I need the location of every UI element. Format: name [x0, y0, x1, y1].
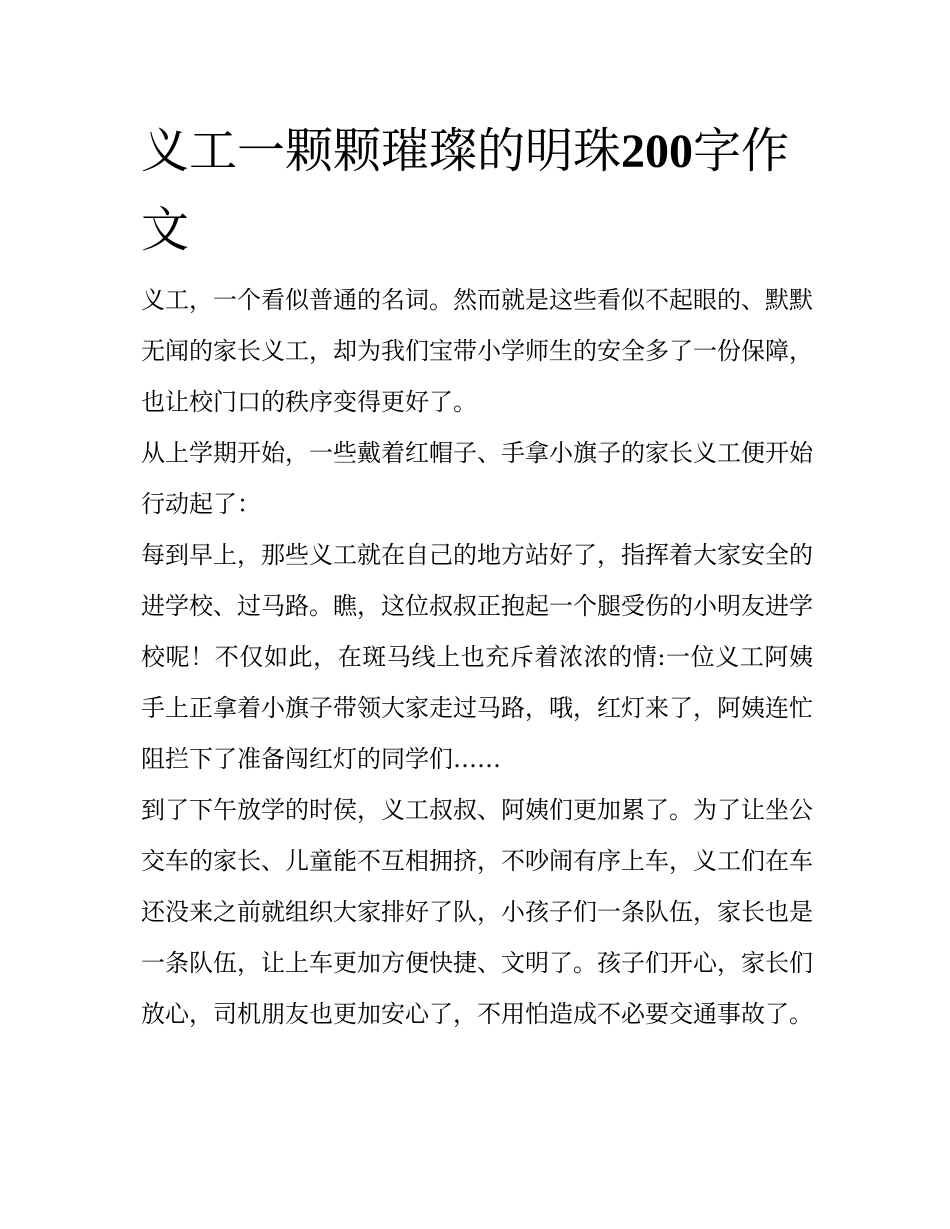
title-number: 200	[621, 125, 694, 178]
paragraph-start: 从上学期开始，一些戴着红帽子、手拿小旗子的家长义工便开始行动起了：	[141, 439, 813, 518]
title-suffix: 字作文	[141, 123, 790, 258]
paragraph-afternoon: 到了下午放学的时侯，义工叔叔、阿姨们更加累了。为了让坐公交车的家长、儿童能不互相拥挤，不吵闹有序上车，义工们在车还没来之前就组织大家排好了队，小孩子们一条队伍，家长也是一条队伍，让上车更加方便快捷、文明了。孩子们开心，家长们放心，司机朋友也更加安心了，不用怕造成不必要交通事故了。	[141, 796, 813, 1028]
paragraph-intro: 义工，一个看似普通的名词。然而就是这些看似不起眼的、默默无闻的家长义工，却为我们宝带小学师生的安全多了一份保障，也让校门口的秩序变得更好了。	[141, 286, 813, 416]
title-prefix: 义工一颗颗璀璨的明珠	[141, 123, 622, 179]
paragraph-morning: 每到早上，那些义工就在自己的地方站好了，指挥着大家安全的进学校、过马路。瞧，这位叔叔正抱起一个腿受伤的小明友进学校呢！不仅如此，在斑马线上也充斥着浓浓的情:一位义工阿姨手上正拿着小旗子带领大家走过马路，哦，红灯来了，阿姨连忙阻拦下了准备闯红灯的同学们……	[141, 541, 813, 773]
document-title	[141, 112, 813, 269]
document-body	[141, 112, 813, 1040]
